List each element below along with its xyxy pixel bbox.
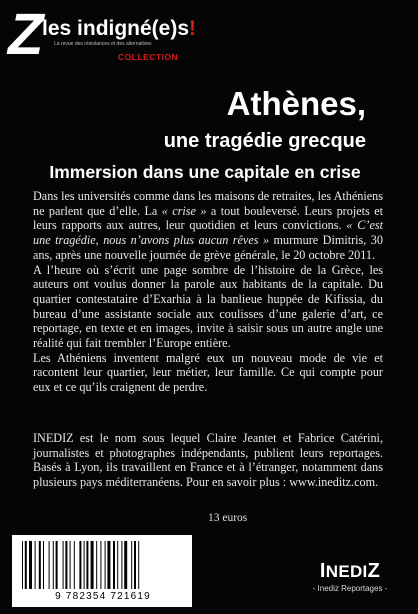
section-heading: Immersion dans une capitale en crise xyxy=(49,162,361,182)
barcode-bar xyxy=(65,541,67,589)
barcode-bar xyxy=(43,541,44,589)
barcode-bar xyxy=(100,541,101,589)
publisher-name-c: Z xyxy=(367,560,381,582)
publisher-name-b: NEDI xyxy=(325,562,368,581)
logo-title xyxy=(42,18,196,40)
barcode-bar xyxy=(22,541,23,589)
barcode-bar xyxy=(74,541,75,589)
barcode-bar xyxy=(86,541,88,589)
publisher-name xyxy=(300,560,400,583)
publisher-name-a: I xyxy=(319,560,326,582)
barcode-bar xyxy=(107,541,110,589)
barcode-bar xyxy=(70,541,71,589)
logo-title-text: les indigné(e)s xyxy=(42,17,190,40)
barcode-bars xyxy=(22,541,182,591)
barcode-bar xyxy=(134,541,136,589)
barcode-bar xyxy=(49,541,50,589)
blurb-text: Dans les universités comme dans les maisons de retraites, les Athéniens ne parlent que d’elle. La xyxy=(33,189,383,218)
blurb-quote-dimitris: « C’est une tragédie, nous n’avons plus aucun rêves » xyxy=(33,218,384,248)
book-title: Athènes, xyxy=(226,85,366,122)
barcode-bar xyxy=(25,541,27,589)
barcode-bar xyxy=(79,541,81,589)
collection-logo xyxy=(8,2,197,78)
blurb xyxy=(33,189,383,395)
publisher-logo xyxy=(300,560,400,593)
barcode-bar xyxy=(53,541,54,589)
price: 13 euros xyxy=(208,512,248,524)
barcode-bar xyxy=(138,541,139,589)
barcode-bar xyxy=(39,541,41,589)
barcode-bar xyxy=(105,541,106,589)
barcode-number: 9 782354 721619 xyxy=(55,591,151,602)
barcode-bar xyxy=(29,541,32,589)
blurb-paragraph-2: A l’heure où s’écrit une page sombre de l’histoire de la Grèce, les auteurs ont voulus donner la parole aux habitants de la capitale. Du quartier contestataire d’Exarhia à la banlieue huppée de Kifissia, du bureau d’une assistante sociale aux coulisses d’une galerie d’art, ce reportage, en texte et en images, invite à saisir sous un autre angle une réalité qui fait trembler l’Europe entière. xyxy=(33,262,383,351)
barcode-bar xyxy=(117,541,118,589)
logo-exclamation: ! xyxy=(189,17,197,40)
blurb-text: murmure Dimitris, 30 ans, après une nouvelle journée de grève générale, le 20 octobre 2011. xyxy=(33,233,383,262)
blurb-text: a tout bouleversé. Leurs projets et leurs rapports aux autres, leur quotidien et leurs convictions. xyxy=(33,203,383,233)
isbn-barcode xyxy=(12,535,192,607)
barcode-bar xyxy=(35,541,36,589)
barcode-bar xyxy=(84,541,85,589)
blurb-paragraph-3: Les Athéniens inventent malgré eux un nouveau mode de vie et racontent leur quartier, leur métier, leur famille. Ce qui compte pour eux et ce qu’ils craignent de perdre. xyxy=(33,350,383,395)
blurb-quote-crise: « crise » xyxy=(161,203,207,218)
barcode-bar xyxy=(124,541,127,589)
blurb-paragraph-1 xyxy=(33,189,383,263)
logo-collection-label: COLLECTION xyxy=(118,52,179,62)
logo-z-letter: Z xyxy=(8,2,44,67)
barcode-bar xyxy=(96,541,97,589)
barcode-bar xyxy=(121,541,122,589)
barcode-bar xyxy=(113,541,115,589)
barcode-bar xyxy=(63,541,64,589)
barcode-bar xyxy=(91,541,94,589)
barcode-bar xyxy=(131,541,132,589)
barcode-bar xyxy=(56,541,58,589)
book-subtitle: une tragédie grecque xyxy=(163,130,366,152)
publisher-tagline: - Inediz Reportages - xyxy=(312,584,388,593)
logo-tagline: La revue des résistances et des alternatives xyxy=(54,41,152,47)
authors-bio: INEDIZ est le nom sous lequel Claire Jeantet et Fabrice Catérini, journalistes et photographes indépendants, publient leurs reportages. Basés à Lyon, ils travaillent en France et à l’étranger, notamment dans plusieurs pays méditerranéens. Pour en savoir plus : www.ineditz.com. xyxy=(33,431,383,490)
